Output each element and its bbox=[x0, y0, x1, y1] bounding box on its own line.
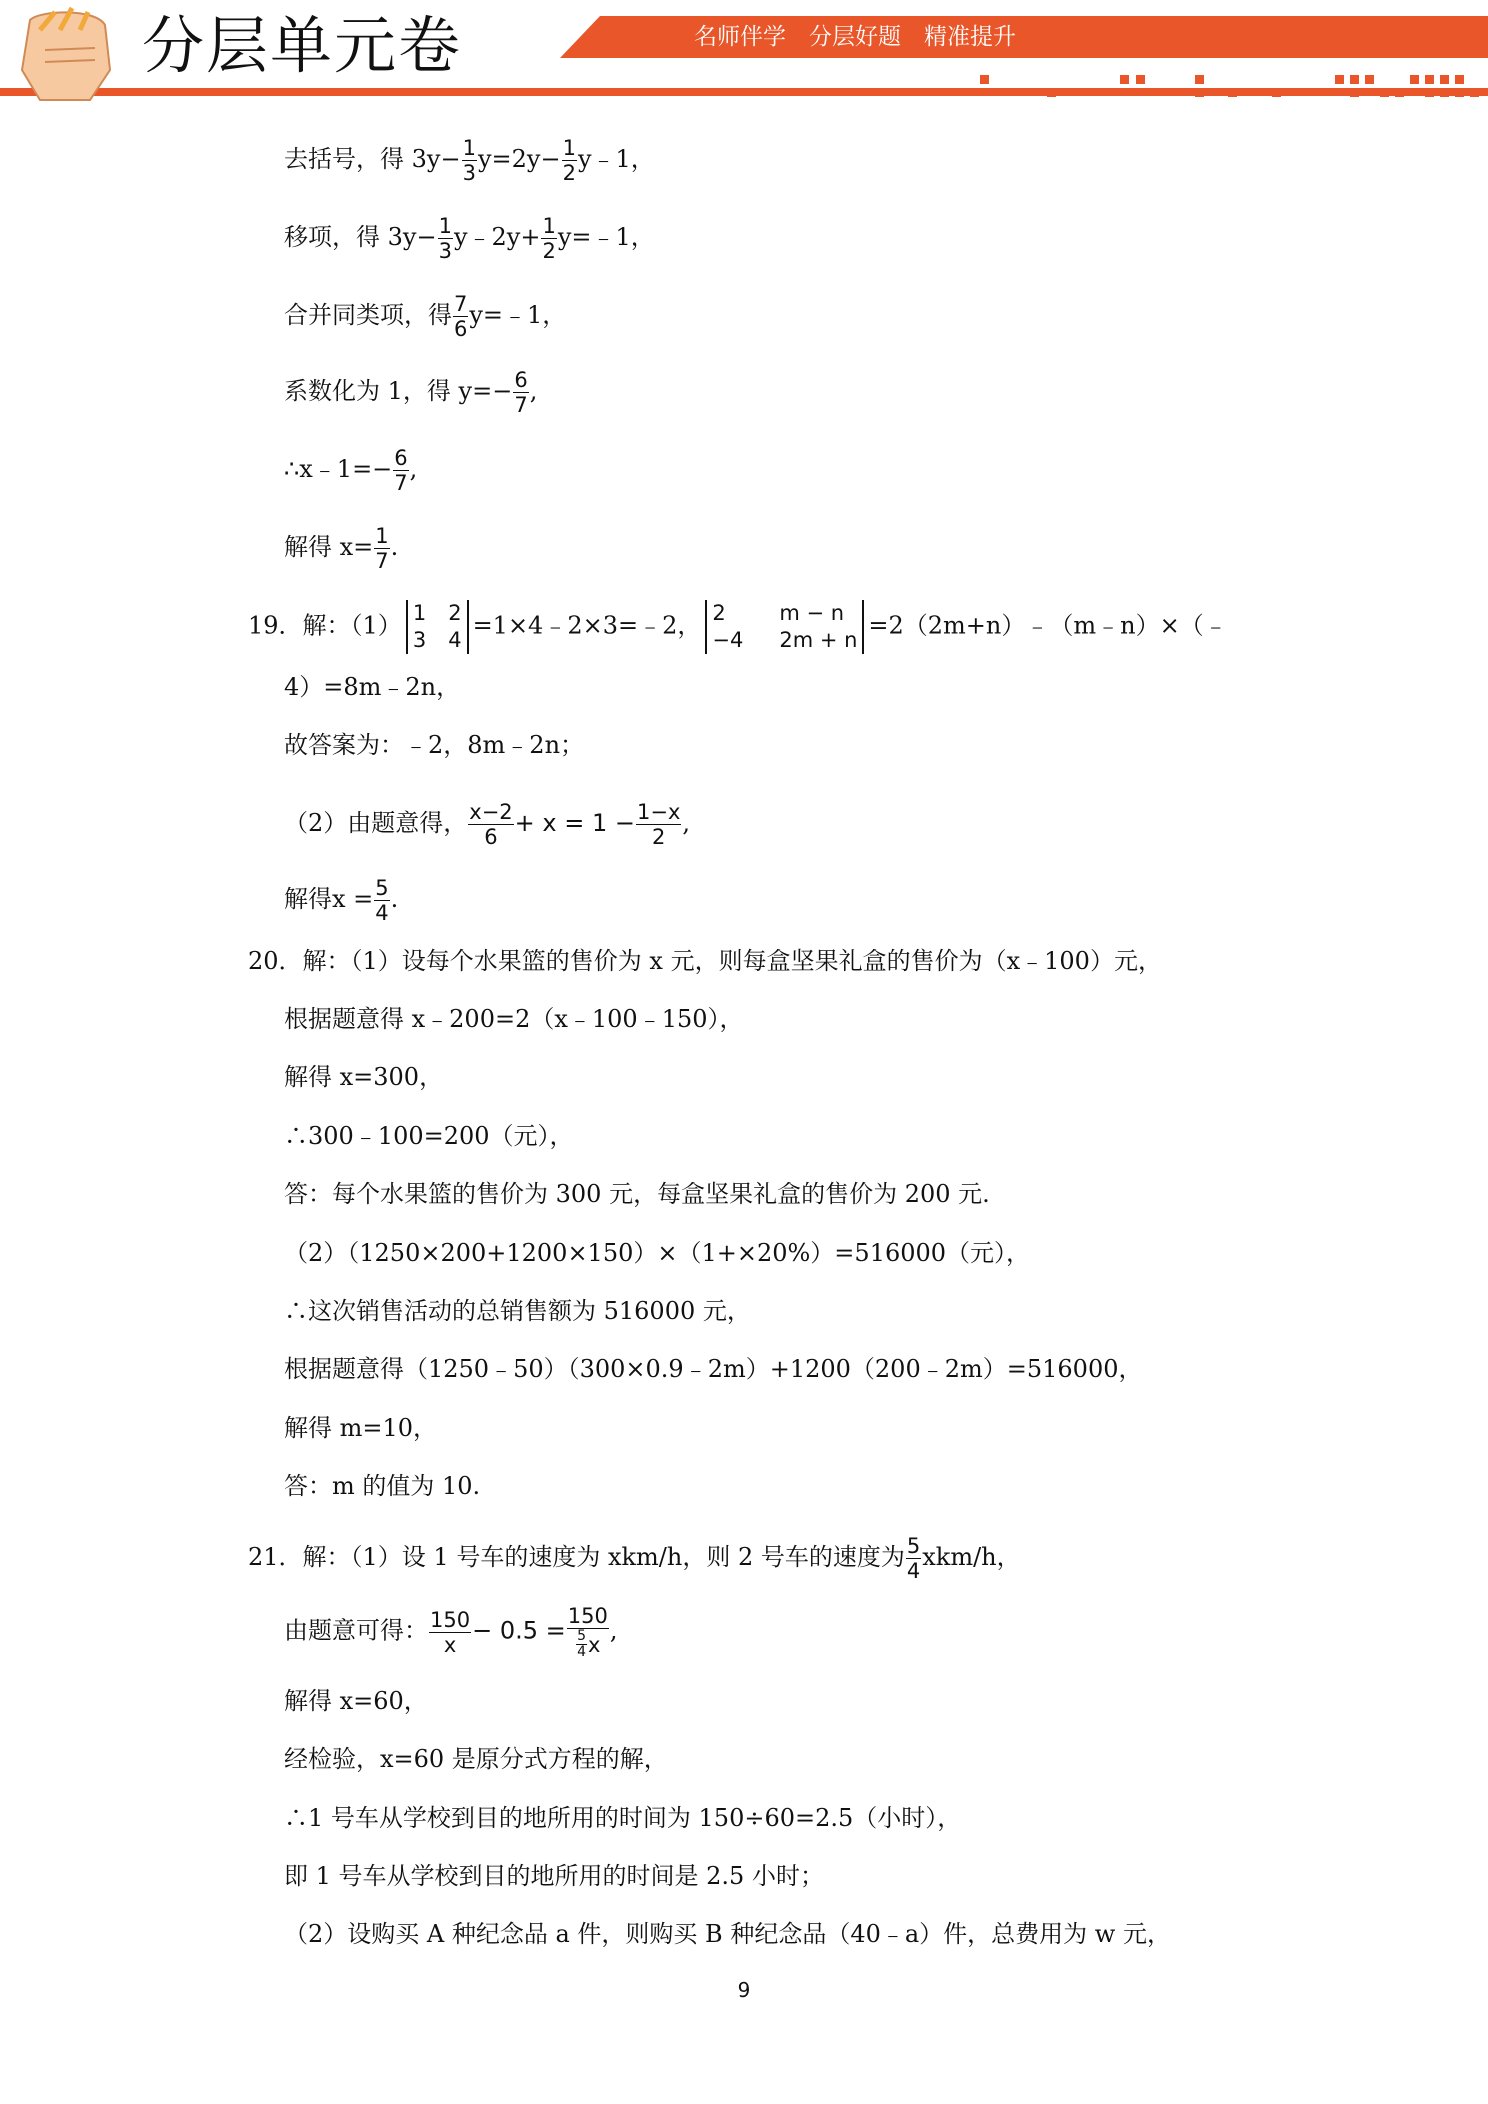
q21-line2: 由题意可得： $\frac{150}{x}$ − 0.5 = 150 5 4 x , bbox=[284, 1604, 618, 1660]
q21-line6: 即 1 号车从学校到目的地所用的时间是 2.5 小时； bbox=[284, 1862, 824, 1890]
q20-line9: 解得 m=10， bbox=[284, 1414, 438, 1442]
line-therefore-x: ∴x﹣1=− $\frac{6}{7}$ , bbox=[284, 446, 418, 495]
line-combine-terms: 合并同类项，得 $\frac{7}{6}$ y=﹣1， bbox=[284, 292, 567, 341]
q19-answer: 故答案为：﹣2，8m﹣2n； bbox=[284, 731, 585, 759]
line-remove-brackets: 去括号，得 3y− $\frac{1}{3}$ y=2y− $\frac{1}{2}$ y﹣1， bbox=[284, 136, 655, 185]
determinant-1: 1 2 3 4 bbox=[406, 600, 469, 654]
determinant-2: 2 m − n −4 2m + n bbox=[705, 600, 864, 654]
q20-line3: 解得 x=300， bbox=[284, 1063, 444, 1091]
line-coefficient: 系数化为 1，得 y=− $\frac{6}{7}$ , bbox=[284, 368, 538, 417]
q20-line1: 20．解：（1）设每个水果篮的售价为 x 元，则每盒坚果礼盒的售价为（x﹣100）元， bbox=[248, 947, 1162, 975]
header-slogan: 名师伴学 分层好题 精准提升 bbox=[694, 24, 1016, 50]
fist-icon bbox=[22, 8, 110, 100]
q20-line10: 答：m 的值为 10. bbox=[284, 1472, 481, 1500]
q19-part2: （2）由题意得， $\frac{x-2}{6}$ + x = 1 − $\frac{1-x}{2}$ , bbox=[284, 800, 691, 849]
q20-line5: 答：每个水果篮的售价为 300 元，每盒坚果礼盒的售价为 200 元. bbox=[284, 1180, 990, 1208]
q20-line4: ∴300﹣100=200（元）， bbox=[284, 1122, 574, 1150]
q20-line8: 根据题意得（1250﹣50）（300×0.9﹣2m）+1200（200﹣2m）=516000， bbox=[284, 1355, 1143, 1383]
line-move-terms: 移项，得 3y− $\frac{1}{3}$ y﹣2y+ $\frac{1}{2}$ y=﹣1， bbox=[284, 214, 655, 263]
q21-line1: 21．解：（1）设 1 号车的速度为 xkm/h，则 2 号车的速度为 $\frac{5}{4}$ xkm/h， bbox=[248, 1534, 1021, 1583]
q21-line5: ∴1 号车从学校到目的地所用的时间为 150÷60=2.5（小时）， bbox=[284, 1804, 962, 1832]
page-number: 9 bbox=[737, 1978, 751, 2002]
q21-line7: （2）设购买 A 种纪念品 a 件，则购买 B 种纪念品（40﹣a）件，总费用为 w 元， bbox=[284, 1920, 1171, 1948]
header-underline-stripe bbox=[0, 88, 1488, 96]
q19-solution: 解得x = $\frac{5}{4}$ . bbox=[284, 876, 399, 925]
line-solution-x: 解得 x= $\frac{1}{7}$ . bbox=[284, 524, 399, 573]
q20-line6: （2）（1250×200+1200×150）×（1+×20%）=516000（元）， bbox=[284, 1239, 1031, 1267]
q19-part1: 19．解：（1） 1 2 3 4 =1×4﹣2×3=﹣2， 2 m − n −4 2m + n =2（2m+n）﹣（m﹣n）×（﹣ bbox=[248, 601, 1228, 652]
q21-line4: 经检验，x=60 是原分式方程的解， bbox=[284, 1745, 668, 1773]
q20-line7: ∴这次销售活动的总销售额为 516000 元， bbox=[284, 1297, 751, 1325]
q21-line3: 解得 x=60， bbox=[284, 1687, 428, 1715]
header-title: 分层单元卷 bbox=[142, 9, 463, 82]
q20-line2: 根据题意得 x﹣200=2（x﹣100﹣150）， bbox=[284, 1005, 744, 1033]
q19-part1-cont: 4）=8m﹣2n， bbox=[284, 673, 461, 701]
